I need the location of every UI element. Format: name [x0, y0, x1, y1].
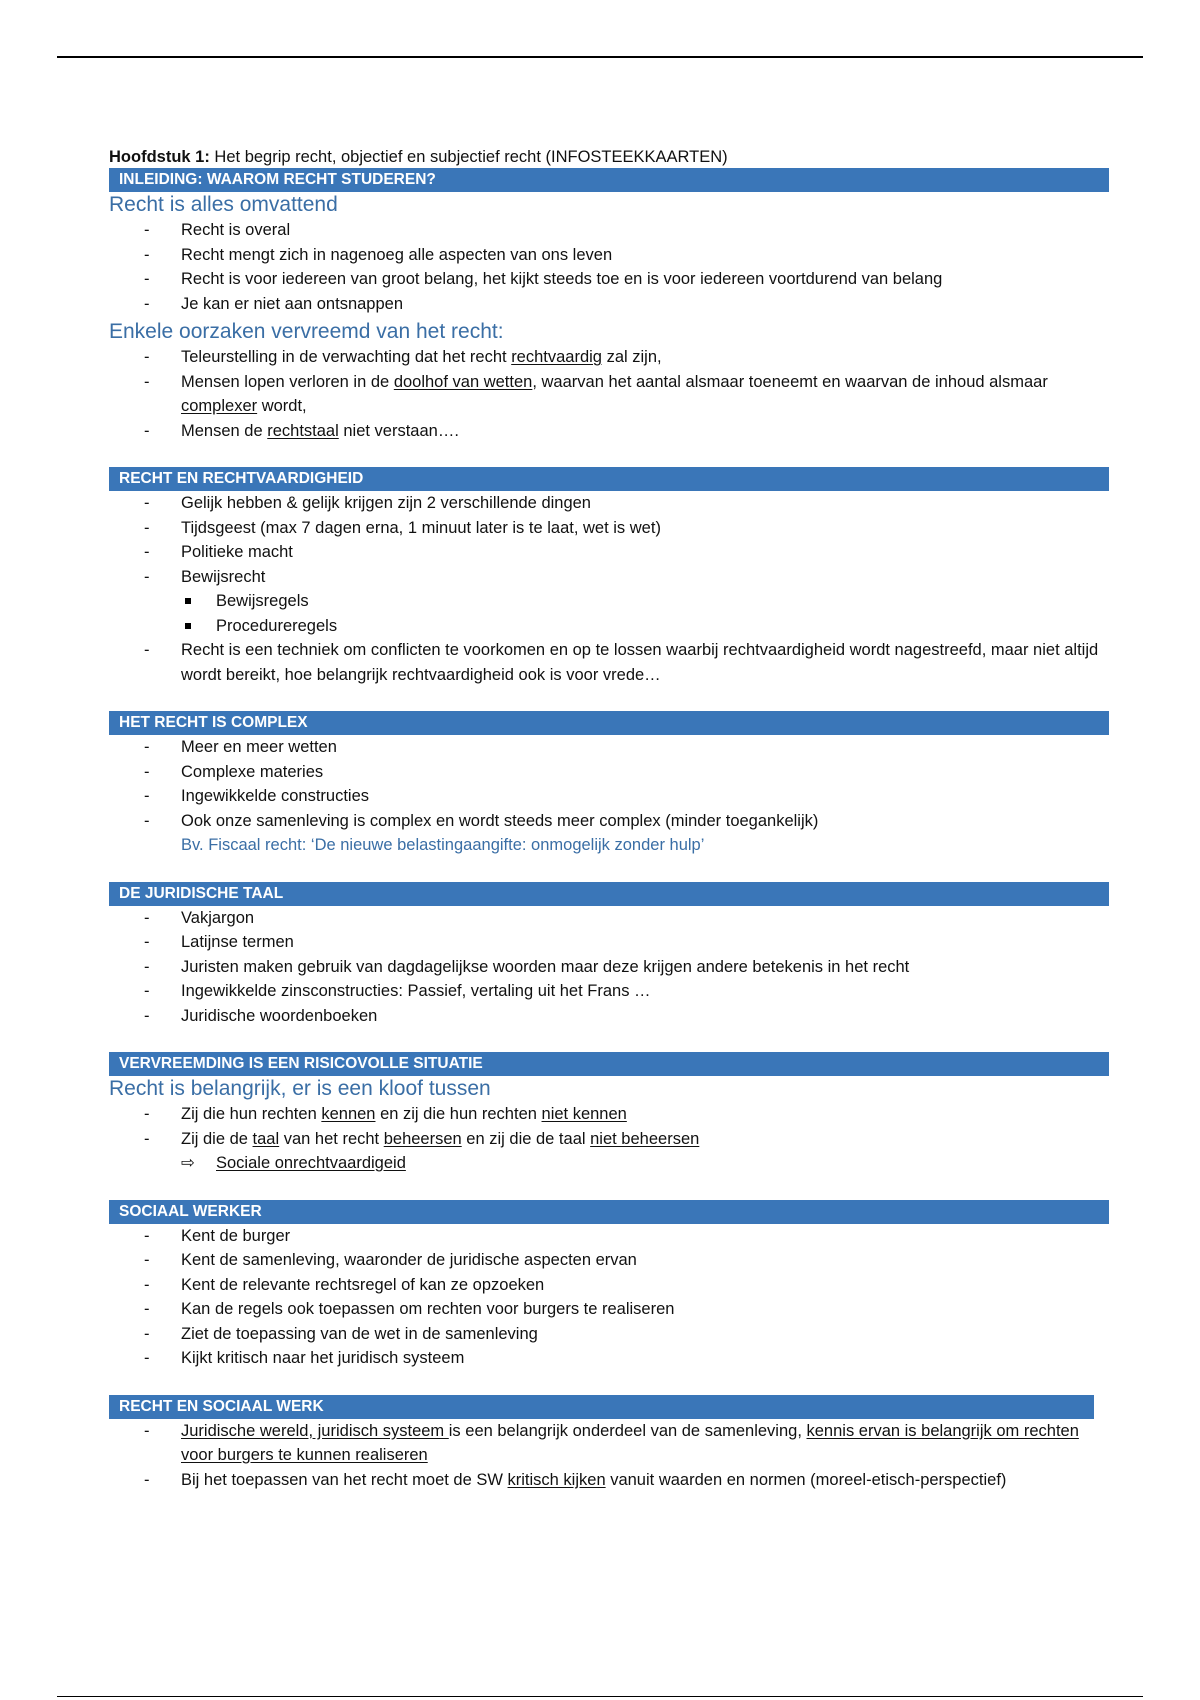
section-heading-sociaal-werker: SOCIAAL WERKER	[109, 1200, 1109, 1224]
sublist-bewijsrecht	[181, 589, 1109, 638]
list-item: - Meer en meer wetten	[144, 738, 337, 756]
list-item: - Teleurstelling in de verwachting dat het recht rechtvaardig zal zijn,	[144, 348, 662, 366]
list-item: - Ook onze samenleving is complex en wordt steeds meer complex (minder toegankelijk)	[144, 811, 819, 830]
subheading-oorzaken: Enkele oorzaken vervreemd van het recht:	[109, 320, 504, 343]
list-item: - Recht is voor iedereen van groot belang, het kijkt steeds toe en is voor iedereen voortdurend van belang	[144, 270, 943, 288]
list-item: - Je kan er niet aan ontsnappen	[144, 294, 404, 313]
square-bullet-icon	[185, 598, 191, 604]
subheading-alles-omvattend: Recht is alles omvattend	[109, 193, 338, 216]
subheading-kloof: Recht is belangrijk, er is een kloof tussen	[109, 1077, 491, 1100]
sublist-item: Bewijsregels	[109, 589, 1109, 614]
list-item: - Mensen de rechtstaal niet verstaan….	[144, 421, 459, 440]
list-item: - Juridische woordenboeken	[144, 1006, 378, 1025]
list-complex	[109, 735, 1109, 833]
list-item: - Zij die hun rechten kennen en zij die hun rechten niet kennen	[144, 1105, 627, 1123]
conclusion-line: ⇨ Sociale onrechtvaardigeid	[109, 1151, 1109, 1176]
list-rechtvaardigheid	[109, 491, 1109, 687]
list-kloof	[109, 1102, 1109, 1176]
document-body	[109, 146, 1109, 1492]
example-text: Bv. Fiscaal recht: ‘De nieuwe belastingaangifte: onmogelijk zonder hulp’	[181, 836, 705, 854]
list-item: - Bewijsrecht Bewijsregels Procedureregels	[109, 565, 1109, 639]
list-item: - Recht is een techniek om conflicten te voorkomen en op te lossen waarbij rechtvaardigheid wordt nagestreefd, maar niet altijd wordt bereikt, hoe belangrijk rechtvaardigheid ook is voor vrede…	[144, 641, 1099, 684]
list-item: - Recht is overal	[144, 221, 291, 239]
list-juridische-taal	[109, 906, 1109, 1029]
list-item: - Kent de burger	[144, 1226, 291, 1245]
list-sociaal-werker	[109, 1224, 1109, 1371]
list-item: - Kent de relevante rechtsregel of kan ze opzoeken	[144, 1275, 545, 1294]
list-item: - Kent de samenleving, waaronder de juridische aspecten ervan	[144, 1251, 637, 1269]
list-item: - Juristen maken gebruik van dagdagelijkse woorden maar deze krijgen andere betekenis in het recht	[144, 957, 910, 976]
page-title: Hoofdstuk 1: Het begrip recht, objectief en subjectief recht (INFOSTEEKKAARTEN)	[109, 148, 728, 166]
list-item: - Zij die de taal van het recht beheersen en zij die de taal niet beheersen ⇨ Sociale onrechtvaardigeid	[109, 1127, 1109, 1176]
list-item: - Ziet de toepassing van de wet in de samenleving	[144, 1324, 538, 1343]
section-heading-complex: HET RECHT IS COMPLEX	[109, 711, 1109, 735]
list-item: - Ingewikkelde constructies	[144, 787, 370, 805]
list-item: - Vakjargon	[144, 908, 255, 927]
list-item: - Latijnse termen	[144, 933, 294, 951]
list-item: - Kan de regels ook toepassen om rechten voor burgers te realiseren	[144, 1300, 675, 1318]
list-item: - Complexe materies	[144, 762, 324, 781]
section-heading-inleiding: INLEIDING: WAAROM RECHT STUDEREN?	[109, 168, 1109, 192]
section-heading-rechtvaardigheid: RECHT EN RECHTVAARDIGHEID	[109, 467, 1109, 491]
list-item: - Recht mengt zich in nagenoeg alle aspecten van ons leven	[144, 245, 613, 264]
header-rule	[57, 56, 1143, 58]
section-heading-vervreemding: VERVREEMDING IS EEN RISICOVOLLE SITUATIE	[109, 1052, 1109, 1076]
section-heading-juridische-taal: DE JURIDISCHE TAAL	[109, 882, 1109, 906]
list-item: - Tijdsgeest (max 7 dagen erna, 1 minuut later is te laat, wet is wet)	[144, 518, 661, 537]
square-bullet-icon	[185, 623, 191, 629]
list-item: - Juridische wereld, juridisch systeem is een belangrijk onderdeel van de samenleving, kennis ervan is belangrijk om rechten voor burgers te kunnen realiseren	[144, 1421, 1079, 1464]
list-item: - Politieke macht	[144, 543, 293, 561]
right-arrow-icon: ⇨	[181, 1154, 195, 1172]
list-item: - Ingewikkelde zinsconstructies: Passief, vertaling uit het Frans …	[144, 982, 651, 1000]
list-item: - Kijkt kritisch naar het juridisch systeem	[144, 1349, 465, 1367]
list-item: - Bij het toepassen van het recht moet de SW kritisch kijken vanuit waarden en normen (moreel-etisch-perspectief)	[144, 1470, 1007, 1489]
list-sociaal-werk	[109, 1419, 1109, 1493]
list-item: - Gelijk hebben & gelijk krijgen zijn 2 verschillende dingen	[144, 494, 591, 512]
list-alles-omvattend	[109, 218, 1109, 316]
list-oorzaken	[109, 345, 1109, 443]
sublist-item: Procedureregels	[109, 614, 1109, 639]
footer-rule	[57, 1696, 1143, 1697]
section-heading-sociaal-werk: RECHT EN SOCIAAL WERK	[109, 1395, 1094, 1419]
list-item: - Mensen lopen verloren in de doolhof van wetten, waarvan het aantal alsmaar toeneemt en waarvan de inhoud alsmaar complexer wordt,	[144, 372, 1048, 415]
